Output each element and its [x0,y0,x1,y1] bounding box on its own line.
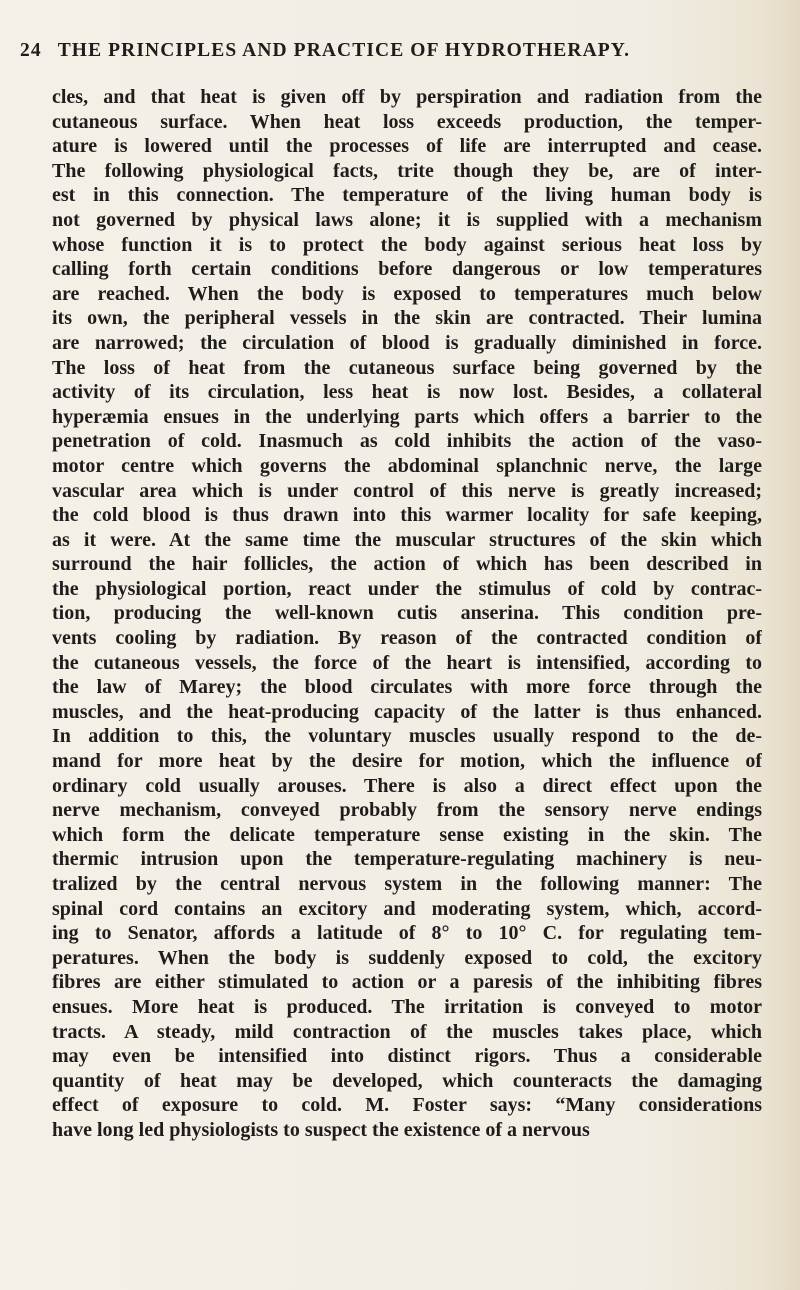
text-line: peratures. When the body is suddenly exposed to cold, the excitory [52,946,762,969]
text-line: whose function it is to protect the body against serious heat loss by [52,233,762,256]
running-header [20,38,790,64]
text-line: fibres are either stimulated to action or a paresis of the inhibiting fibres [52,971,762,994]
text-line: ensues. More heat is produced. The irritation is conveyed to motor [52,995,762,1018]
running-title: THE PRINCIPLES AND PRACTICE OF HYDROTHERAPY. [57,40,631,61]
text-line: activity of its circulation, less heat is now lost. Besides, a collateral [52,381,762,404]
text-line: are narrowed; the circulation of blood is gradually diminished in force. [52,331,762,354]
text-line: quantity of heat may be developed, which counteracts the damaging [52,1069,762,1092]
text-line: effect of exposure to cold. M. Foster says: “Many considerations [52,1094,762,1117]
text-line: tralized by the central nervous system in the following manner: The [52,873,762,895]
text-line: ordinary cold usually arouses. There is also a direct effect upon the [52,774,762,797]
text-line: nerve mechanism, conveyed probably from the sensory nerve endings [52,799,762,822]
text-line: tion, producing the well-known cutis anserina. This condition pre- [52,602,762,625]
text-line: its own, the peripheral vessels in the skin are contracted. Their lumina [52,307,762,330]
text-line: surround the hair follicles, the action of which has been described in [52,553,762,576]
text-line: ature is lowered until the processes of life are interrupted and cease. [52,135,762,158]
text-line: muscles, and the heat-producing capacity of the latter is thus enhanced. [52,700,762,723]
text-line: the cold blood is thus drawn into this warmer locality for safe keeping, [52,504,762,527]
text-line: The following physiological facts, trite though they be, are of inter- [52,159,762,182]
text-line: tracts. A steady, mild contraction of the muscles takes place, which [52,1020,762,1043]
text-line: the cutaneous vessels, the force of the heart is intensified, according to [52,651,762,674]
text-line: ing to Senator, affords a latitude of 8° to 10° C. for regulating tem- [52,922,762,945]
text-line: cles, and that heat is given off by perspiration and radiation from the [52,86,762,108]
text-line: have long led physiologists to suspect the existence of a nervous [52,1118,590,1141]
text-line: thermic intrusion upon the temperature-regulating machinery is neu- [52,848,762,871]
text-line: The loss of heat from the cutaneous surface being governed by the [52,356,762,379]
text-line: vents cooling by radiation. By reason of the contracted condition of [52,627,762,650]
body-text [52,85,762,1143]
text-line: calling forth certain conditions before dangerous or low temperatures [52,258,762,281]
text-line: the law of Marey; the blood circulates with more force through the [52,676,762,699]
text-line: which form the delicate temperature sense existing in the skin. The [52,823,762,846]
text-line: vascular area which is under control of this nerve is greatly increased; [52,479,762,502]
text-line: not governed by physical laws alone; it is supplied with a mechanism [52,208,762,231]
text-line: cutaneous surface. When heat loss exceeds production, the temper- [52,110,762,133]
text-line: penetration of cold. Inasmuch as cold inhibits the action of the vaso- [52,430,762,453]
text-line: as it were. At the same time the muscular structures of the skin which [52,528,762,551]
text-line: hyperæmia ensues in the underlying parts which offers a barrier to the [52,405,762,428]
text-line: spinal cord contains an excitory and moderating system, which, accord- [52,897,762,920]
text-line: mand for more heat by the desire for motion, which the influence of [52,750,762,773]
text-line: In addition to this, the voluntary muscles usually respond to the de- [52,725,762,748]
text-line: motor centre which governs the abdominal splanchnic nerve, the large [52,454,762,477]
text-line: may even be intensified into distinct rigors. Thus a considerable [52,1045,762,1068]
text-line: the physiological portion, react under the stimulus of cold by contrac- [52,577,762,600]
page-number: 24 [20,40,42,61]
text-line: are reached. When the body is exposed to temperatures much below [52,282,762,305]
text-line: est in this connection. The temperature of the living human body is [52,184,762,207]
